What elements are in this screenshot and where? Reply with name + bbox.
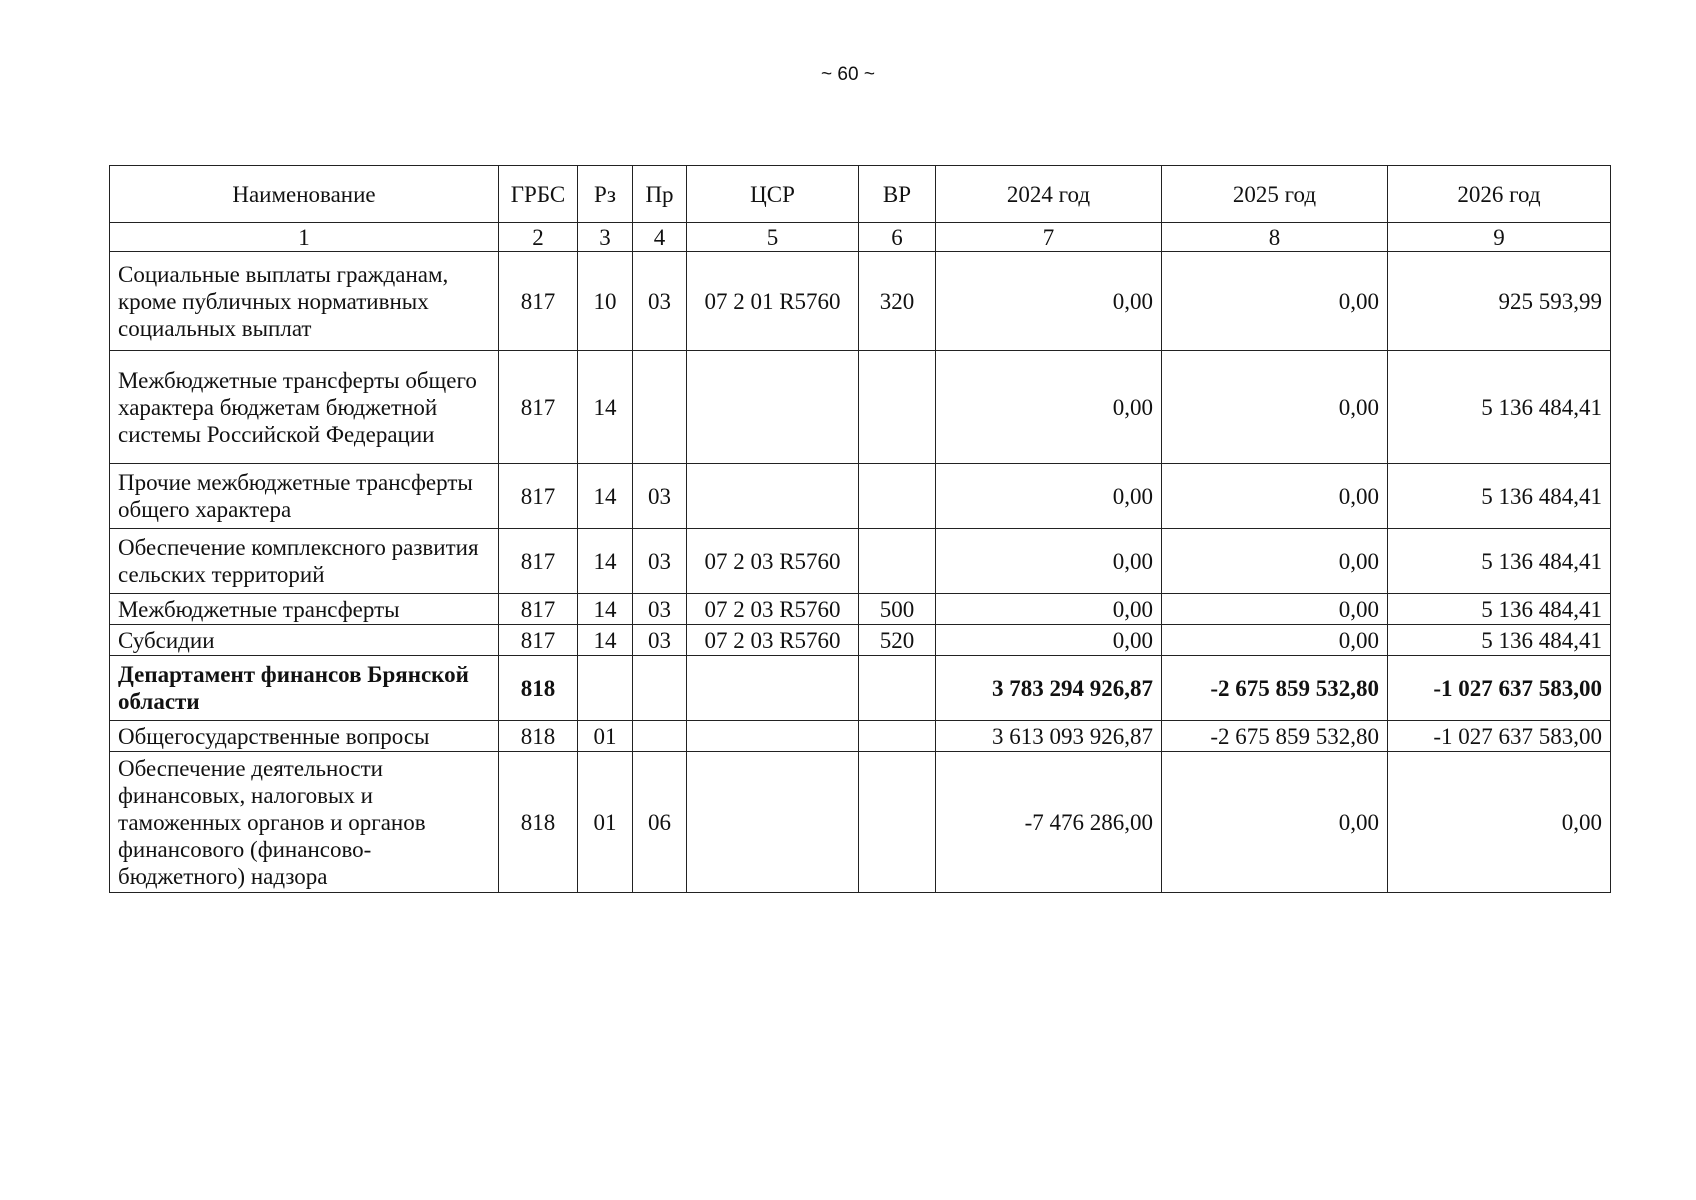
table-row xyxy=(110,351,1611,464)
row-rz: 01 xyxy=(578,752,633,893)
row-rz: 14 xyxy=(578,594,633,625)
row-name: Прочие межбюджетные трансферты общего характера xyxy=(110,464,499,529)
row-csr xyxy=(687,464,859,529)
table-row xyxy=(110,529,1611,594)
row-vr xyxy=(859,721,936,752)
row-pr xyxy=(633,721,687,752)
row-rz: 14 xyxy=(578,529,633,594)
row-rz: 10 xyxy=(578,252,633,351)
column-number-row xyxy=(110,223,1611,252)
row-2025: 0,00 xyxy=(1162,351,1388,464)
row-grbs: 818 xyxy=(499,752,578,893)
header-rz: Рз xyxy=(578,166,633,223)
column-number: 3 xyxy=(578,223,633,252)
table-row xyxy=(110,752,1611,893)
column-number: 2 xyxy=(499,223,578,252)
row-name: Субсидии xyxy=(110,625,499,656)
page-number: ~ 60 ~ xyxy=(821,64,875,85)
row-2024: 3 783 294 926,87 xyxy=(936,656,1162,721)
header-2024: 2024 год xyxy=(936,166,1162,223)
row-rz xyxy=(578,656,633,721)
table-row xyxy=(110,656,1611,721)
row-2026: 5 136 484,41 xyxy=(1388,529,1611,594)
row-2024: 0,00 xyxy=(936,594,1162,625)
column-number: 8 xyxy=(1162,223,1388,252)
row-csr xyxy=(687,721,859,752)
row-2025: 0,00 xyxy=(1162,529,1388,594)
column-number: 7 xyxy=(936,223,1162,252)
row-pr: 03 xyxy=(633,464,687,529)
row-grbs: 818 xyxy=(499,656,578,721)
row-2025: 0,00 xyxy=(1162,752,1388,893)
column-number: 4 xyxy=(633,223,687,252)
row-csr: 07 2 03 R5760 xyxy=(687,594,859,625)
row-vr xyxy=(859,752,936,893)
row-grbs: 817 xyxy=(499,351,578,464)
row-2025: 0,00 xyxy=(1162,625,1388,656)
row-vr xyxy=(859,529,936,594)
row-2026: 5 136 484,41 xyxy=(1388,351,1611,464)
row-2025: 0,00 xyxy=(1162,252,1388,351)
row-2024: 0,00 xyxy=(936,625,1162,656)
table-row xyxy=(110,252,1611,351)
row-2026: 0,00 xyxy=(1388,752,1611,893)
row-csr xyxy=(687,752,859,893)
row-name: Общегосударственные вопросы xyxy=(110,721,499,752)
row-name: Социальные выплаты гражданам, кроме публичных нормативных социальных выплат xyxy=(110,252,499,351)
header-vr: ВР xyxy=(859,166,936,223)
column-number: 6 xyxy=(859,223,936,252)
row-name: Обеспечение деятельности финансовых, налоговых и таможенных органов и органов финансового (финансово-бюджетного) надзора xyxy=(110,752,499,893)
row-2026: 5 136 484,41 xyxy=(1388,594,1611,625)
row-2026: -1 027 637 583,00 xyxy=(1388,721,1611,752)
row-rz: 14 xyxy=(578,351,633,464)
row-pr xyxy=(633,351,687,464)
row-csr xyxy=(687,351,859,464)
row-csr: 07 2 03 R5760 xyxy=(687,625,859,656)
table-row xyxy=(110,464,1611,529)
header-pr: Пр xyxy=(633,166,687,223)
row-grbs: 818 xyxy=(499,721,578,752)
row-2025: -2 675 859 532,80 xyxy=(1162,721,1388,752)
row-2026: 5 136 484,41 xyxy=(1388,464,1611,529)
row-csr xyxy=(687,656,859,721)
row-rz: 14 xyxy=(578,625,633,656)
row-name: Межбюджетные трансферты xyxy=(110,594,499,625)
row-rz: 01 xyxy=(578,721,633,752)
row-grbs: 817 xyxy=(499,464,578,529)
row-pr: 03 xyxy=(633,625,687,656)
row-pr: 06 xyxy=(633,752,687,893)
row-grbs: 817 xyxy=(499,594,578,625)
row-2025: 0,00 xyxy=(1162,594,1388,625)
row-grbs: 817 xyxy=(499,252,578,351)
table-row xyxy=(110,594,1611,625)
row-2025: -2 675 859 532,80 xyxy=(1162,656,1388,721)
header-row xyxy=(110,166,1611,223)
header-2025: 2025 год xyxy=(1162,166,1388,223)
row-2024: 0,00 xyxy=(936,252,1162,351)
row-pr xyxy=(633,656,687,721)
row-pr: 03 xyxy=(633,252,687,351)
row-grbs: 817 xyxy=(499,625,578,656)
table-row xyxy=(110,721,1611,752)
row-2024: 0,00 xyxy=(936,529,1162,594)
column-number: 1 xyxy=(110,223,499,252)
row-csr: 07 2 01 R5760 xyxy=(687,252,859,351)
row-vr: 500 xyxy=(859,594,936,625)
row-vr xyxy=(859,351,936,464)
budget-table xyxy=(109,165,1611,893)
header-csr: ЦСР xyxy=(687,166,859,223)
row-name: Обеспечение комплексного развития сельских территорий xyxy=(110,529,499,594)
row-vr xyxy=(859,464,936,529)
row-2026: 5 136 484,41 xyxy=(1388,625,1611,656)
header-2026: 2026 год xyxy=(1388,166,1611,223)
row-pr: 03 xyxy=(633,529,687,594)
row-name: Межбюджетные трансферты общего характера бюджетам бюджетной системы Российской Федерации xyxy=(110,351,499,464)
row-2025: 0,00 xyxy=(1162,464,1388,529)
row-2024: 0,00 xyxy=(936,464,1162,529)
row-rz: 14 xyxy=(578,464,633,529)
row-name: Департамент финансов Брянской области xyxy=(110,656,499,721)
row-csr: 07 2 03 R5760 xyxy=(687,529,859,594)
row-2024: -7 476 286,00 xyxy=(936,752,1162,893)
row-2026: 925 593,99 xyxy=(1388,252,1611,351)
row-2026: -1 027 637 583,00 xyxy=(1388,656,1611,721)
row-2024: 0,00 xyxy=(936,351,1162,464)
header-grbs: ГРБС xyxy=(499,166,578,223)
column-number: 9 xyxy=(1388,223,1611,252)
row-vr: 320 xyxy=(859,252,936,351)
row-vr: 520 xyxy=(859,625,936,656)
row-grbs: 817 xyxy=(499,529,578,594)
table-row xyxy=(110,625,1611,656)
row-pr: 03 xyxy=(633,594,687,625)
header-name: Наименование xyxy=(110,166,499,223)
row-vr xyxy=(859,656,936,721)
row-2024: 3 613 093 926,87 xyxy=(936,721,1162,752)
column-number: 5 xyxy=(687,223,859,252)
